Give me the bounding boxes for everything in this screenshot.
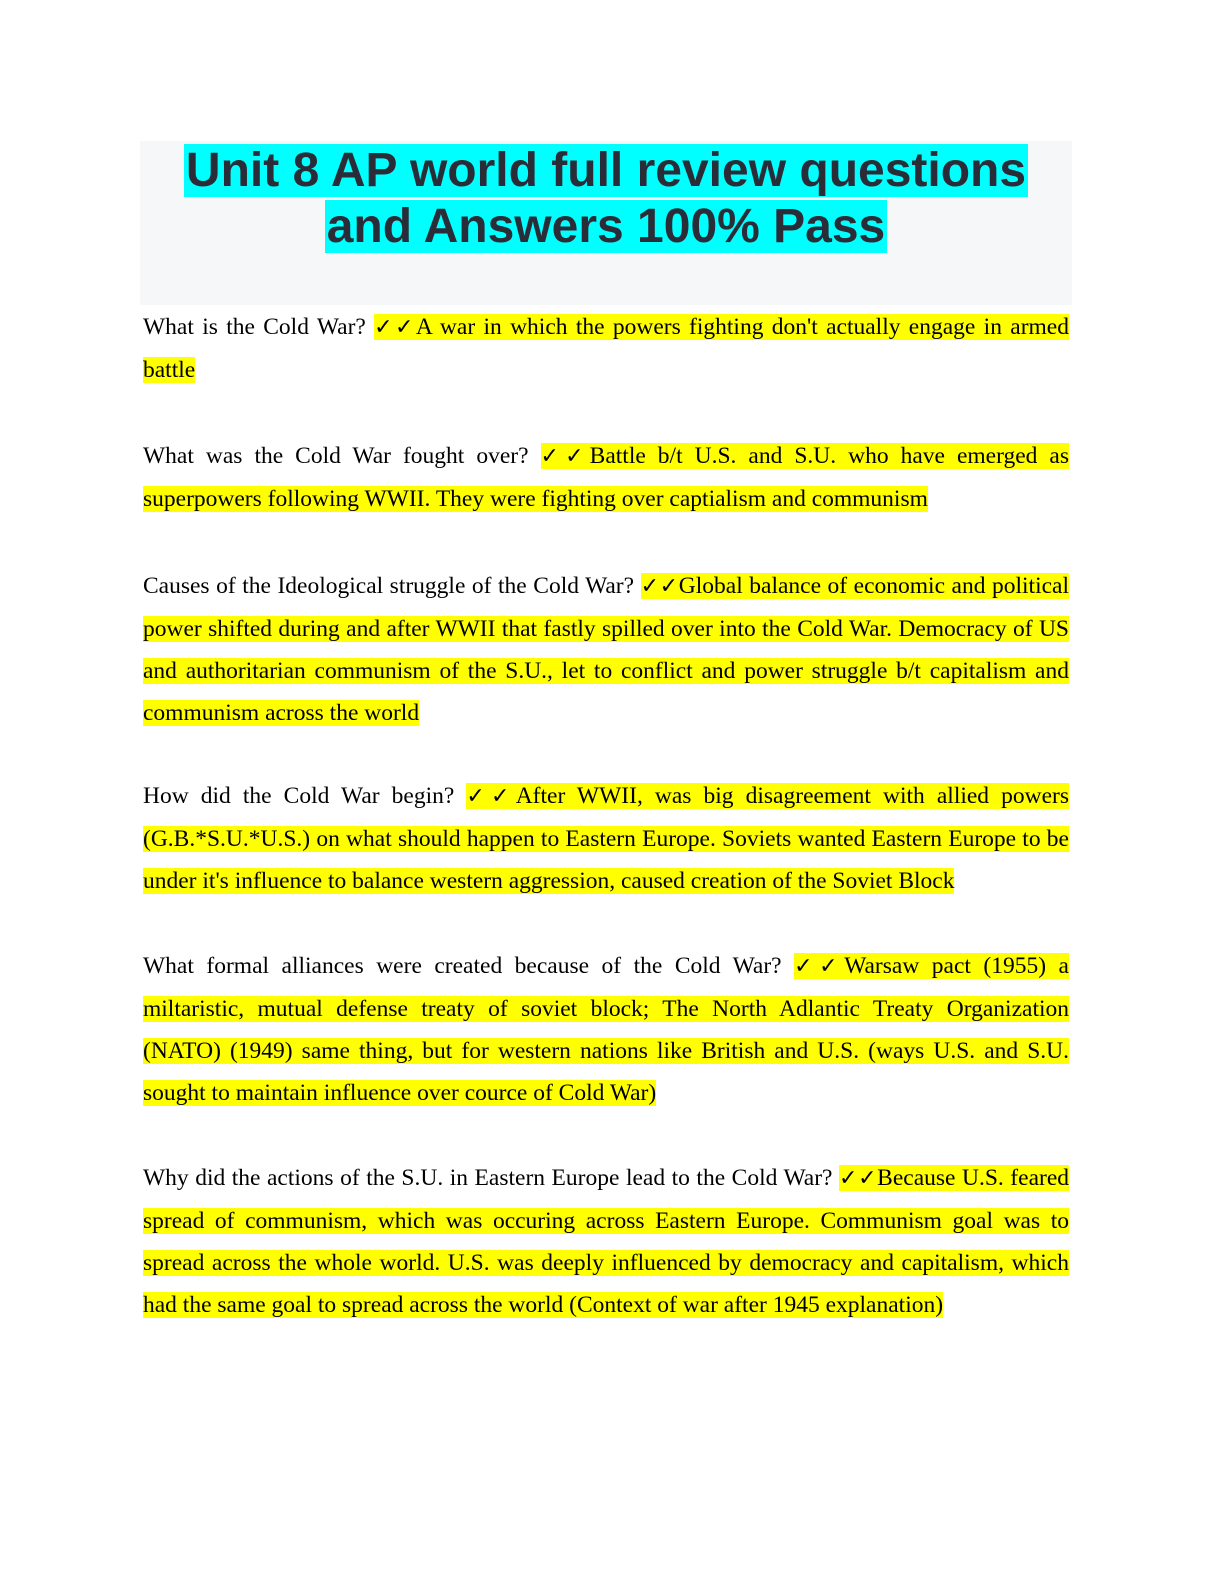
answer-text: Warsaw pact (1955) a miltaristic, mutual defense treaty of soviet block; The North Adlantic Treaty Organization (NATO) (1949) same thing, but for western nations like British and U.S. (ways U.S. and S.U. sought to maintain influence over cource of Cold War) <box>143 953 1069 1106</box>
answer-text: Because U.S. feared spread of communism, which was occuring across Eastern Europe. Communism goal was to spread across the whole world. U.S. was deeply influenced by democracy and capitalism, which had the same goal to spread across the world (Context of war after 1945 explanation) <box>143 1165 1070 1318</box>
question-text: Why did the actions of the S.U. in Eastern Europe lead to the Cold War? <box>143 1165 833 1191</box>
answer-text: After WWII, was big disagreement with allied powers (G.B.*S.U.*U.S.) on what should happen to Eastern Europe. Soviets wanted Eastern Europe to be under it's influence to balance western aggression, caused creation of the Soviet Block <box>143 783 1070 894</box>
title-block <box>140 141 1072 305</box>
double-check-icon: ✓✓ <box>374 315 416 340</box>
question-text: How did the Cold War begin? <box>143 783 455 809</box>
answer-text: A war in which the powers fighting don't actually engage in armed battle <box>143 314 1069 383</box>
question-text: Causes of the Ideological struggle of the Cold War? <box>143 573 635 599</box>
answer-text: Global balance of economic and political power shifted during and after WWII that fastly spilled over into the Cold War. Democracy of US and authoritarian communism of the S.U., let to conflict and power struggle b/t capitalism and communism across the world <box>143 573 1069 726</box>
double-check-icon: ✓✓ <box>540 444 590 469</box>
double-check-icon: ✓✓ <box>794 954 845 979</box>
page-title-line-2: and Answers 100% Pass <box>326 200 886 253</box>
double-check-icon: ✓✓ <box>640 574 679 599</box>
qa-item-2 <box>143 435 1069 520</box>
double-check-icon: ✓✓ <box>838 1166 878 1191</box>
qa-item-1 <box>143 306 1069 391</box>
question-text: What was the Cold War fought over? <box>143 443 529 469</box>
qa-item-3 <box>143 565 1069 734</box>
answer-text: Battle b/t U.S. and S.U. who have emerged as superpowers following WWII. They were fighting over captialism and communism <box>143 443 1070 512</box>
qa-item-4 <box>143 775 1069 902</box>
page-title-line-1: Unit 8 AP world full review questions <box>185 144 1027 197</box>
qa-item-5 <box>143 945 1069 1114</box>
question-text: What is the Cold War? <box>143 314 366 340</box>
question-text: What formal alliances were created because of the Cold War? <box>143 953 782 979</box>
double-check-icon: ✓✓ <box>466 784 516 809</box>
qa-item-6 <box>143 1157 1069 1326</box>
